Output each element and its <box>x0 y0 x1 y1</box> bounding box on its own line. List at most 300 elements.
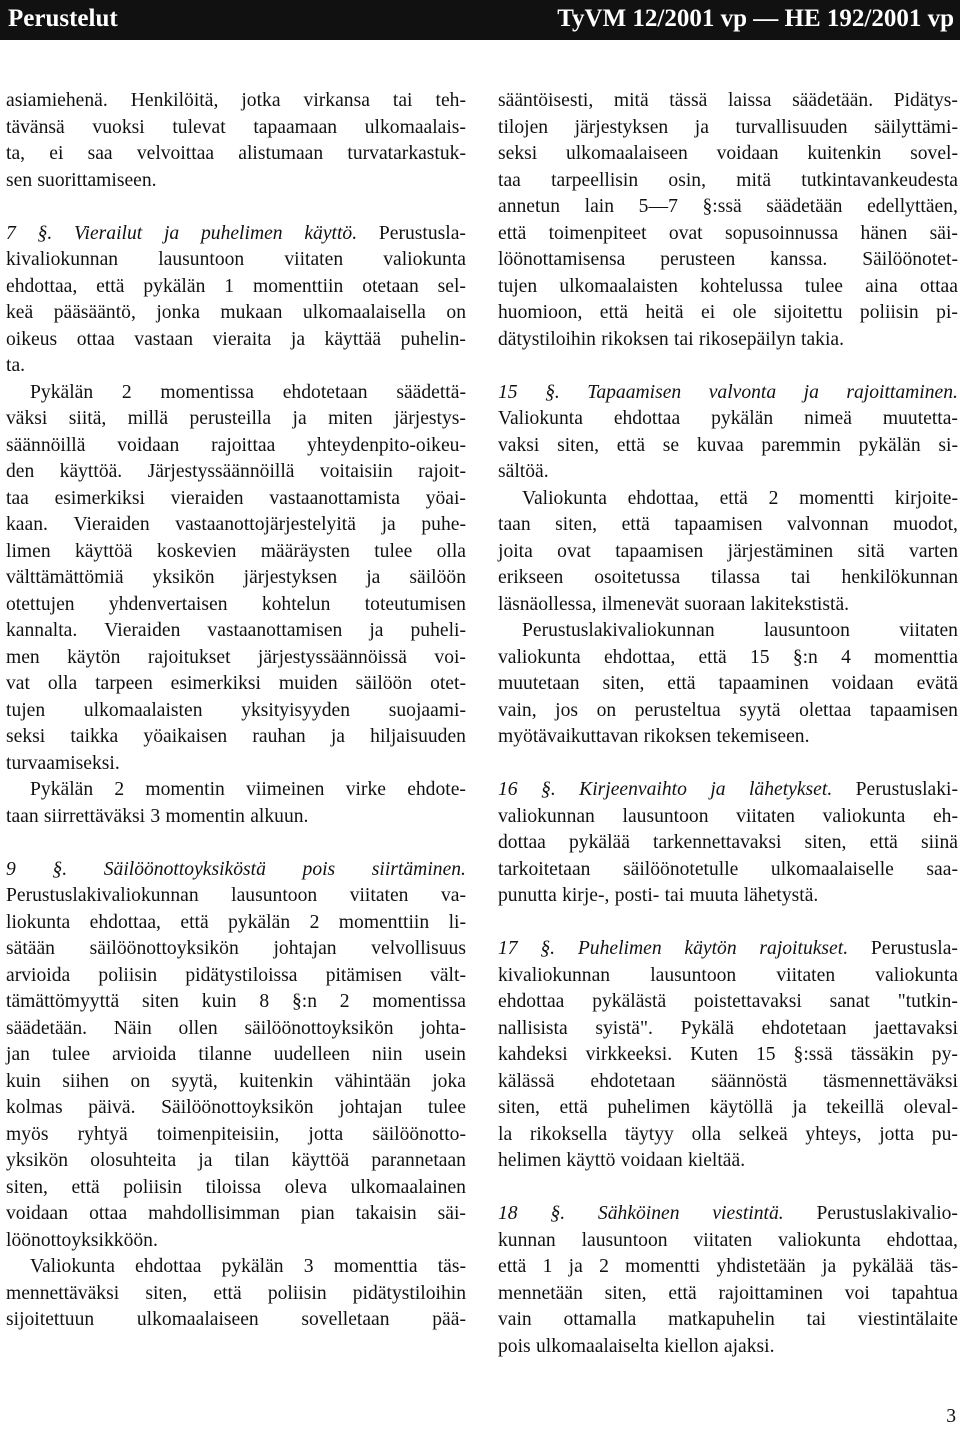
text-line <box>6 1122 466 1149</box>
word: säilöönottoyksikön <box>244 1017 394 1039</box>
text-line <box>498 274 958 301</box>
word: ollen <box>178 1017 218 1039</box>
word: Valiokunta <box>522 487 607 509</box>
word: ehdottaa <box>613 408 681 429</box>
word: siten, <box>555 514 598 535</box>
word: oikeus <box>6 328 58 350</box>
word: olosuhteita <box>90 1150 177 1171</box>
word: oleval- <box>903 1097 958 1118</box>
word: säädetään. <box>792 90 874 111</box>
word: sen <box>6 169 33 191</box>
word: lausuntoon <box>581 1229 668 1251</box>
text-line <box>6 698 466 725</box>
word: tai <box>806 1309 827 1330</box>
word: tapahtua <box>891 1282 958 1304</box>
heading-word: §. <box>550 1203 566 1224</box>
word: momentin <box>145 779 225 800</box>
text-line <box>6 433 466 460</box>
word: momenttiin <box>338 911 430 933</box>
word: 2 <box>339 991 350 1012</box>
word: ehdotetaan <box>590 1070 676 1092</box>
text-line <box>6 1281 466 1308</box>
word: ehdottaa, <box>603 646 676 668</box>
word: poliisin <box>859 302 919 323</box>
word: yöai- <box>425 487 466 509</box>
heading-word: ja <box>163 222 180 244</box>
word: 2 <box>309 911 320 933</box>
text-line <box>6 671 466 698</box>
word: ilmenevät <box>601 593 680 615</box>
word: Perustuslakivaliokunnan <box>522 620 715 641</box>
word: muuta <box>689 885 739 906</box>
heading-word: Kirjeenvaihto <box>579 779 687 800</box>
word: va- <box>440 885 466 906</box>
word: kivaliokunnan <box>6 249 119 270</box>
word: kuvaa <box>696 434 744 456</box>
word: ja <box>694 116 709 138</box>
word: välttämättömiä <box>6 567 124 588</box>
word: siten, <box>498 1097 540 1118</box>
word: Perustusla- <box>870 938 958 959</box>
text-line <box>498 645 958 672</box>
text-line <box>6 486 466 513</box>
text-line <box>498 115 958 142</box>
word: valiokunta <box>778 1229 861 1251</box>
text-line <box>6 724 466 751</box>
word: vain, <box>498 699 537 721</box>
word: tilassa <box>711 567 761 588</box>
text-line <box>498 1016 958 1043</box>
word: viitaten <box>284 249 344 270</box>
word: dätystiloihin <box>498 328 596 350</box>
text-line <box>498 989 958 1016</box>
word: siten <box>141 991 179 1012</box>
word: 2 <box>599 1256 609 1277</box>
word: pois <box>498 1335 531 1357</box>
word: vähintään <box>334 1070 411 1092</box>
word: punutta <box>498 885 557 906</box>
word: henkilökunnan <box>841 567 958 588</box>
word: virkkeeksi. <box>585 1044 673 1065</box>
word: huomioon, <box>498 302 583 323</box>
word: käytöllä <box>709 1097 773 1118</box>
word: säännöillä <box>6 434 86 456</box>
word: den <box>6 461 35 482</box>
word: myötävaikuttavan <box>498 726 639 747</box>
word: toimenpiteet <box>548 222 647 244</box>
heading-word: 7 <box>6 222 16 244</box>
word: Näin <box>113 1017 152 1039</box>
word: mitä <box>613 90 649 111</box>
word: kuin <box>201 991 237 1012</box>
word: ulkomaalaiselta <box>535 1335 659 1357</box>
word: otet- <box>430 673 466 694</box>
word: johta- <box>420 1017 466 1039</box>
word: men <box>6 646 40 668</box>
word: muutetta- <box>882 408 958 429</box>
word: niin <box>372 1044 403 1065</box>
word: tai <box>664 885 685 906</box>
word: käyttöä. <box>59 461 123 482</box>
word: että <box>668 1282 697 1304</box>
word: vält- <box>430 964 466 986</box>
word: valiokunta <box>822 805 906 827</box>
word: vastaanottamisen <box>207 620 343 641</box>
word: vain <box>498 1309 532 1330</box>
word: mitä <box>736 169 772 191</box>
word: järjestyssäännöissä <box>257 646 408 668</box>
word: että <box>616 434 646 456</box>
word: syytä, <box>171 1070 218 1092</box>
word: saa <box>87 143 113 164</box>
word: viitaten <box>693 1229 753 1251</box>
word: pykälän <box>858 434 921 456</box>
word: tapaamaan <box>253 116 338 138</box>
word: annetun <box>498 196 561 217</box>
word: että <box>180 911 209 933</box>
word: sääntöisesti, <box>498 90 594 111</box>
heading-word: 9 <box>6 858 16 880</box>
word: järjestyksen <box>243 567 338 588</box>
word: taan <box>6 805 39 827</box>
text-line <box>498 327 958 354</box>
heading-word: pois <box>302 858 336 880</box>
word: pu- <box>931 1123 958 1145</box>
text-line <box>6 910 466 937</box>
word: ja <box>792 1097 807 1118</box>
text-line <box>6 512 466 539</box>
word: tujen <box>6 699 46 721</box>
word: Henkilöitä, <box>130 90 219 111</box>
word: siten, <box>557 434 600 456</box>
word: viitaten <box>736 805 795 827</box>
word: ottamalla <box>563 1309 637 1330</box>
word: käyttöä <box>291 1150 350 1171</box>
text-line <box>498 539 958 566</box>
word: ulkomaalaiselle <box>770 858 894 880</box>
word: 2 <box>121 381 132 403</box>
heading-word: §. <box>37 222 53 244</box>
word: Perustusla- <box>378 222 466 244</box>
word: löönottoyksikköön. <box>6 1229 158 1251</box>
word: täs- <box>929 1256 958 1277</box>
word: puhelimen <box>607 1097 691 1118</box>
word: sältöä. <box>498 461 549 482</box>
word: li- <box>448 911 466 933</box>
page-number: 3 <box>946 1406 956 1427</box>
word: säilöönottoyksikön <box>89 938 239 959</box>
word: mennettäväksi <box>6 1282 120 1304</box>
text-line <box>498 1254 958 1281</box>
word: evätä <box>916 673 958 694</box>
word: tulevat <box>172 116 226 138</box>
word: takaisin <box>355 1203 417 1224</box>
heading-word: Tapaamisen <box>587 381 682 403</box>
word: sijoitettu <box>773 302 843 323</box>
text-line <box>498 592 958 619</box>
word: momenttiin <box>252 275 344 297</box>
word: valiokunta <box>875 964 958 986</box>
word: liokunta <box>6 911 71 933</box>
word: 3 <box>150 805 161 827</box>
text-line <box>498 857 958 884</box>
word: voidaan <box>6 1203 69 1224</box>
right-column <box>498 88 958 1360</box>
word: py- <box>931 1044 958 1065</box>
word: säädetään. <box>6 1017 88 1039</box>
word: momentissa <box>160 381 254 403</box>
word: ja <box>822 1256 837 1277</box>
heading-word: §. <box>545 381 560 403</box>
word: ehdottaa, <box>89 911 161 933</box>
word: heitä <box>645 302 684 323</box>
paragraph-gap <box>498 1175 958 1202</box>
text-line <box>498 963 958 990</box>
word: matkapuhelin <box>668 1309 775 1330</box>
word: momentissa <box>372 991 466 1012</box>
text-line <box>498 486 958 513</box>
text-line <box>498 1334 958 1361</box>
word: kunnan <box>498 1229 556 1251</box>
text-line <box>6 459 466 486</box>
word: taa <box>6 487 29 509</box>
word: säilöön <box>409 567 466 588</box>
word: ei <box>701 302 716 323</box>
word: käyttää <box>324 328 382 350</box>
word: Valiokunta <box>498 408 583 429</box>
word: §:ssä <box>793 1044 833 1065</box>
word: kohtelussa <box>700 275 783 297</box>
word: tekemiseen. <box>716 726 810 747</box>
text-line <box>6 115 466 142</box>
text-line <box>6 88 466 115</box>
text-line <box>498 1148 958 1175</box>
word: syytä <box>739 699 781 721</box>
word: ja <box>369 620 384 641</box>
word: tässäkin <box>850 1044 914 1065</box>
word: ja <box>568 1256 583 1277</box>
word: siten, <box>602 673 645 694</box>
word: la <box>498 1123 513 1145</box>
word: asiamiehenä. <box>6 90 108 111</box>
word: lähetystä. <box>743 885 819 906</box>
word: kivaliokunnan <box>498 964 611 986</box>
word: vieraita <box>212 328 272 350</box>
word: säilyttämi- <box>874 116 958 138</box>
word: Järjestyssäännöillä <box>147 461 295 482</box>
text-line <box>498 1042 958 1069</box>
text-line <box>498 724 958 751</box>
word: velvoittaa <box>136 143 215 164</box>
text-line <box>498 804 958 831</box>
word: parannetaan <box>371 1150 466 1171</box>
word: uudelleen <box>273 1044 350 1065</box>
word: on <box>446 302 466 323</box>
paragraph-gap <box>6 830 466 857</box>
word: pykälän <box>711 408 774 429</box>
word: 3 <box>303 1256 314 1277</box>
text-line <box>6 247 466 274</box>
text-line <box>6 1228 466 1255</box>
word: rikoksen <box>601 328 669 350</box>
text-line <box>498 830 958 857</box>
section-heading-line <box>498 936 958 963</box>
word: säädetään <box>766 196 843 217</box>
word: valvonnan <box>787 514 869 535</box>
word: momenttia <box>874 646 958 668</box>
word: sanat <box>829 991 870 1012</box>
word: säi- <box>929 222 958 244</box>
word: varten <box>909 540 958 562</box>
heading-word: rajoittaminen. <box>846 381 958 403</box>
heading-word: käytön <box>684 938 737 959</box>
word: nimeä <box>804 408 852 429</box>
text-line <box>498 1307 958 1334</box>
heading-word: rajoitukset. <box>759 938 849 959</box>
word: viestintälaite <box>857 1309 958 1330</box>
word: seksi <box>498 143 538 164</box>
word: kahdeksi <box>498 1044 568 1065</box>
word: Kuten <box>690 1044 739 1065</box>
section-title: Perustelut <box>8 5 118 32</box>
word: ehdotetaan <box>761 1017 847 1039</box>
word: jonka <box>156 302 200 323</box>
word: sätään <box>6 938 55 959</box>
word: jaettavaksi <box>874 1017 958 1039</box>
heading-word: 15 <box>498 381 518 403</box>
heading-word: ja <box>710 779 726 800</box>
word: ja <box>366 567 381 588</box>
word: että <box>71 1176 100 1198</box>
heading-word: §. <box>540 938 556 959</box>
heading-word: siirtäminen. <box>371 858 466 880</box>
word: jos <box>555 699 579 721</box>
text-line <box>498 512 958 539</box>
text-line <box>498 194 958 221</box>
word: takia. <box>801 328 845 350</box>
word: §:ssä <box>702 196 742 217</box>
word: yksityisyyden <box>241 699 351 721</box>
word: ottaa <box>89 1203 128 1224</box>
word: suoraan <box>684 593 746 615</box>
text-line <box>6 380 466 407</box>
word: puhelin- <box>400 328 466 350</box>
text-line <box>6 1069 466 1096</box>
word: pykälän <box>221 1256 284 1277</box>
word: momentti <box>799 487 875 509</box>
text-line <box>6 989 466 1016</box>
word: viimeinen <box>246 779 325 800</box>
word: pykälän <box>143 275 206 297</box>
text-line <box>498 671 958 698</box>
word: tävänsä <box>6 116 65 138</box>
word: Perustuslakivalio- <box>816 1203 958 1224</box>
word: tapaamisen <box>869 699 958 721</box>
word: velvollisuus <box>371 938 466 959</box>
text-line <box>6 936 466 963</box>
word: voitaisiin <box>319 461 393 482</box>
word: poliisin <box>267 1282 327 1304</box>
word: rikoksen <box>643 726 712 747</box>
word: esimerkiksi <box>170 673 261 694</box>
word: siten, <box>804 832 847 853</box>
word: nallisista <box>498 1017 568 1039</box>
word: puheli- <box>410 620 466 641</box>
word: jotta <box>308 1123 344 1145</box>
word: helimen <box>498 1150 562 1171</box>
word: johtajan <box>273 938 337 959</box>
word: Säilöönotet- <box>862 249 958 270</box>
word: Pidätys- <box>893 90 958 111</box>
word: ulkomaalaisten <box>83 699 203 721</box>
word: lain <box>584 196 615 217</box>
word: pykälää <box>568 832 630 853</box>
word: momentti <box>625 1256 701 1277</box>
text-line <box>6 168 466 195</box>
word: lausuntoon <box>763 620 850 641</box>
word: rajoittaa <box>211 434 276 456</box>
word: ulkomaalais- <box>364 116 466 138</box>
text-line <box>498 247 958 274</box>
word: on <box>130 1070 151 1092</box>
word: tekeillä <box>826 1097 884 1118</box>
word: hänen <box>860 222 908 244</box>
word: tulee <box>427 1097 466 1118</box>
text-line <box>6 1148 466 1175</box>
word: yksikön <box>6 1150 69 1171</box>
word: koskevien <box>156 540 237 562</box>
word: kannalta. <box>6 620 78 641</box>
heading-word: ja <box>803 381 819 403</box>
word: voidaan <box>117 434 180 456</box>
word: ole <box>732 302 757 323</box>
text-line <box>6 1175 466 1202</box>
word: yksikön <box>152 567 215 588</box>
word: joita <box>498 540 533 562</box>
word: Perustuslaki- <box>855 779 958 800</box>
text-line <box>6 963 466 990</box>
word: tilojen <box>498 116 549 138</box>
text-line <box>6 539 466 566</box>
word: toteutumisen <box>364 593 466 615</box>
word: on <box>596 699 617 721</box>
word: tilan <box>234 1150 270 1171</box>
text-line <box>6 804 466 831</box>
text-line <box>498 1281 958 1308</box>
text-line <box>6 592 466 619</box>
word: paremmin <box>761 434 841 456</box>
word: kuitenkin <box>239 1070 314 1092</box>
text-line <box>6 565 466 592</box>
word: Pykälä <box>680 1017 734 1039</box>
word: yhdistetään <box>716 1256 806 1277</box>
word: ulkomaalaiseen <box>136 1309 259 1330</box>
word: sijoitettuun <box>6 1309 95 1330</box>
word: ehdottaa, <box>627 487 699 509</box>
word: siihen <box>62 1070 110 1092</box>
text-line <box>498 88 958 115</box>
word: säilöönotetulle <box>623 858 739 880</box>
text-line <box>6 274 466 301</box>
word: rajoit- <box>418 461 466 482</box>
word: 15 <box>749 646 770 668</box>
running-header <box>0 0 960 40</box>
text-line <box>6 327 466 354</box>
text-line <box>498 1122 958 1149</box>
word: voidaan <box>716 143 779 164</box>
text-line <box>6 1095 466 1122</box>
word: kanssa. <box>770 249 828 270</box>
